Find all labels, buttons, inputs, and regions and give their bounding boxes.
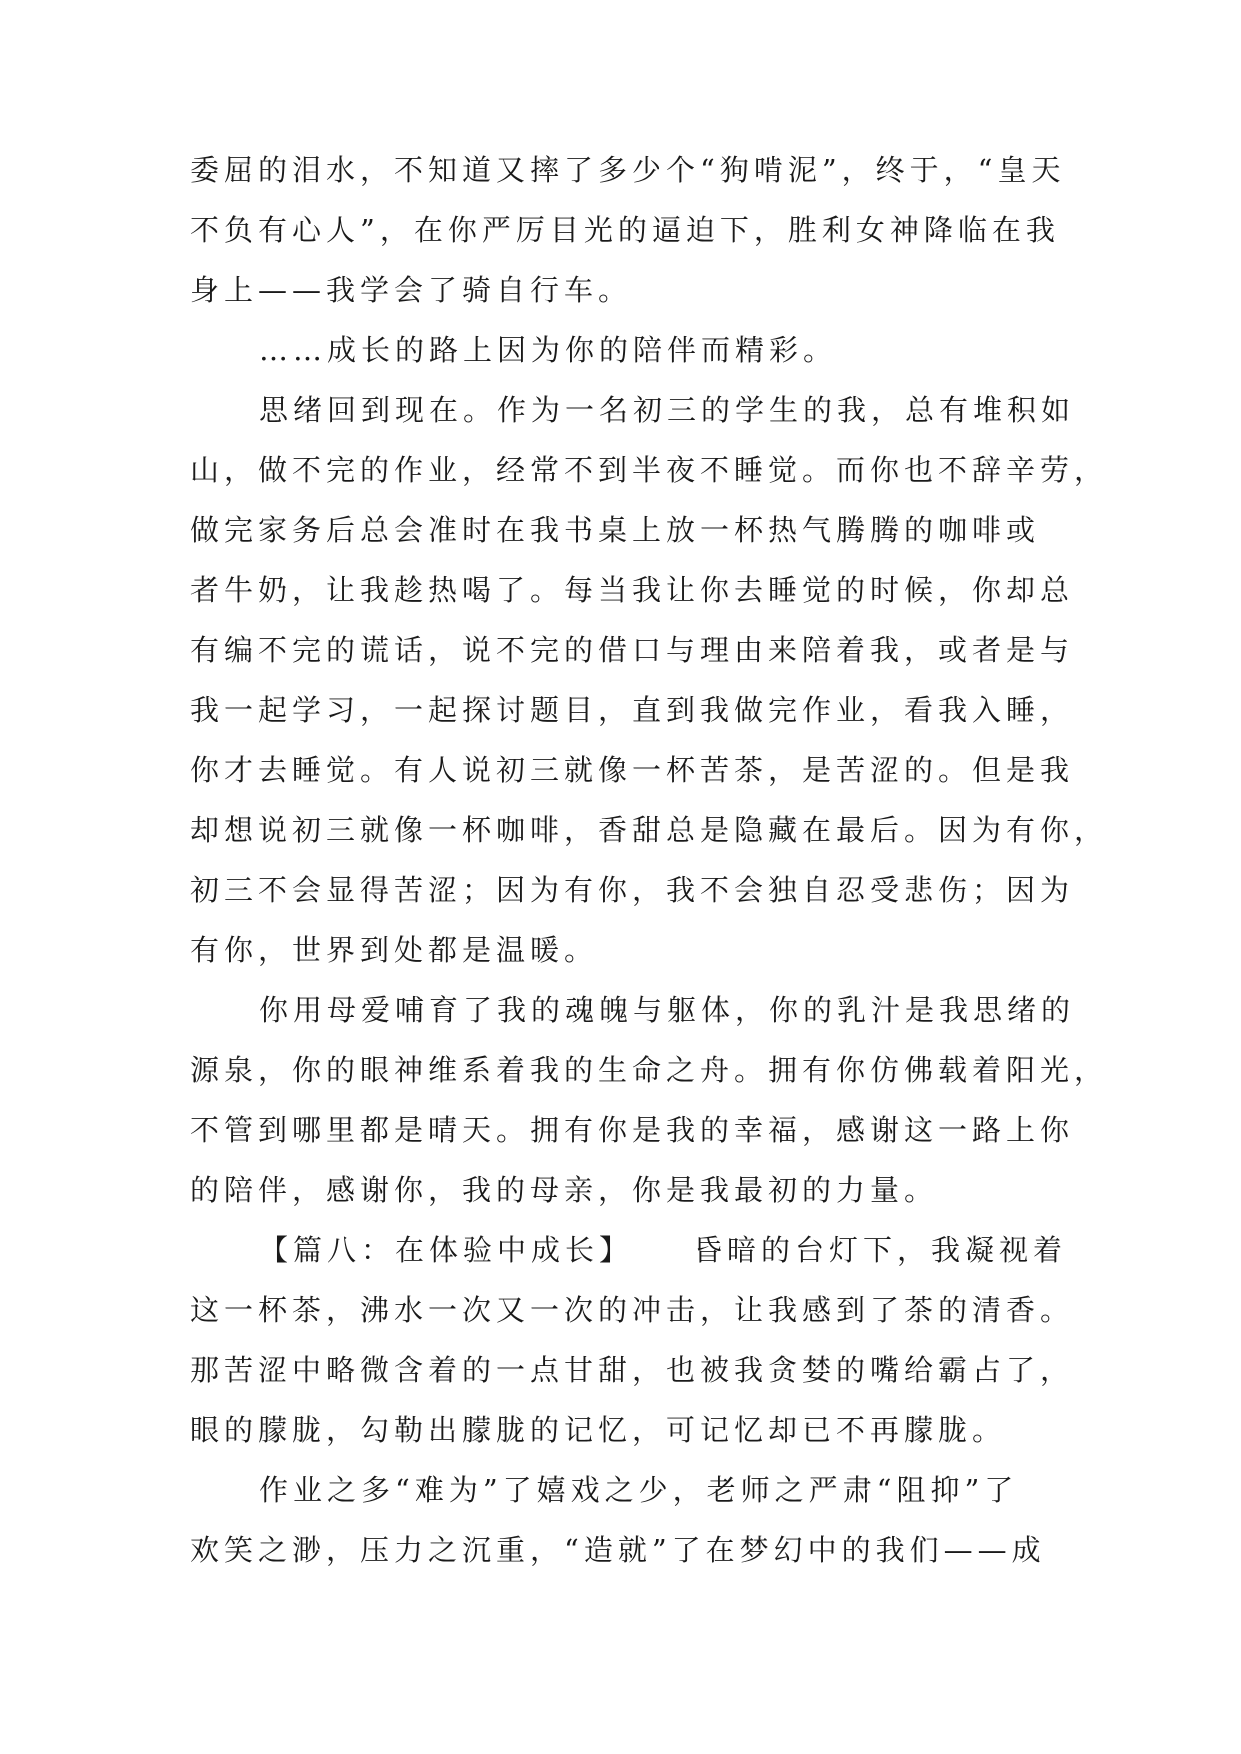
text-line: 不负有心人”，在你严厉目光的逼迫下，胜利女神降临在我 [190,213,1060,247]
text-line: 者牛奶，让我趁热喝了。每当我让你去睡觉的时候，你却总 [190,573,1075,607]
text-line: 的陪伴，感谢你，我的母亲，你是我最初的力量。 [190,1173,939,1207]
text-line: 不管到哪里都是晴天。拥有你是我的幸福，感谢这一路上你 [190,1113,1075,1147]
text-line: 你才去睡觉。有人说初三就像一杯苦茶，是苦涩的。但是我 [190,753,1075,787]
text-line: 欢笑之渺，压力之沉重，“造就”了在梦幻中的我们——成 [190,1533,1046,1567]
text-line: 你用母爱哺育了我的魂魄与躯体，你的乳汁是我思绪的 [259,993,1076,1027]
text-line: 身上——我学会了骑自行车。 [190,273,633,307]
section-heading: 【篇八：在体验中成长】 [259,1233,634,1267]
text-line: 思绪回到现在。作为一名初三的学生的我，总有堆积如 [259,393,1076,427]
text-line: ……成长的路上因为你的陪伴而精彩。 [259,333,838,367]
text-line: 委屈的泪水，不知道又摔了多少个“狗啃泥”，终于，“皇天 [190,153,1066,187]
text-line: 源泉，你的眼神维系着我的生命之舟。拥有你仿佛载着阳光， [190,1053,1109,1087]
text-line: 做完家务后总会准时在我书桌上放一杯热气腾腾的咖啡或 [190,513,1041,547]
text-line: 初三不会显得苦涩；因为有你，我不会独自忍受悲伤；因为 [190,873,1075,907]
text-line: 这一杯茶，沸水一次又一次的冲击，让我感到了茶的清香。 [190,1293,1075,1327]
text-line: 眼的朦胧，勾勒出朦胧的记忆，可记忆却已不再朦胧。 [190,1413,1007,1447]
text-line: 山，做不完的作业，经常不到半夜不睡觉。而你也不辞辛劳， [190,453,1109,487]
text-line: 那苦涩中略微含着的一点甘甜，也被我贪婪的嘴给霸占了， [190,1353,1075,1387]
text-line: 有编不完的谎话，说不完的借口与理由来陪着我，或者是与 [190,633,1075,667]
section-heading-rest: 昏暗的台灯下，我凝视着 [693,1233,1068,1267]
text-line: 我一起学习，一起探讨题目，直到我做完作业，看我入睡， [190,693,1075,727]
section-heading-line [190,1233,1068,1268]
text-line: 有你，世界到处都是温暖。 [190,933,599,967]
text-line: 却想说初三就像一杯咖啡，香甜总是隐藏在最后。因为有你， [190,813,1109,847]
text-line: 作业之多“难为”了嬉戏之少，老师之严肃“阻抑”了 [259,1473,1019,1507]
text-column [190,153,1109,1593]
